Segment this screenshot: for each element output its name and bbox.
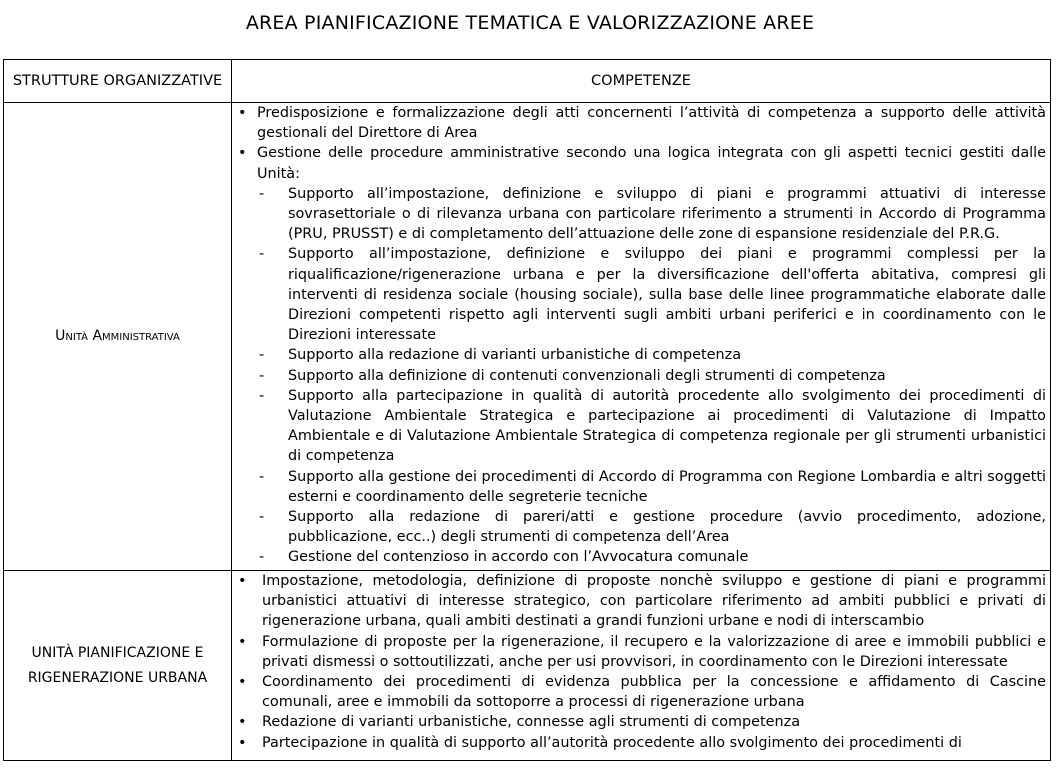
sub-competence-item: - Supporto alla redazione di varianti urbanistiche di competenza: [257, 345, 1046, 365]
sub-competence-item: - Supporto alla gestione dei procedimenti di Accordo di Programma con Regione Lombardia e altri soggetti esterni e coordinamento delle segreterie tecniche: [257, 467, 1046, 507]
competence-list: [236, 571, 1046, 753]
competence-item: • Partecipazione in qualità di supporto all’autorità procedente allo svolgimento dei procedimenti di: [236, 733, 1046, 753]
header-strutture: STRUTTURE ORGANIZZATIVE: [4, 60, 232, 103]
competences-cell: [232, 571, 1051, 761]
competence-item: • Predisposizione e formalizzazione degli atti concernenti l’attività di competenza a supporto delle attività gestionali del Direttore di Area: [236, 103, 1046, 143]
sub-competence-item: - Supporto alla definizione di contenuti convenzionali degli strumenti di competenza: [257, 366, 1046, 386]
table-header-row: [4, 60, 1051, 103]
unit-name-text: UNITÀ PIANIFICAZIONE E RIGENERAZIONE URBANA: [27, 644, 208, 686]
sub-competence-item: - Supporto alla partecipazione in qualità di autorità procedente allo svolgimento dei procedimenti di Valutazione Ambientale Strategica e partecipazione ai procedimenti di Valutazione di Impatto Ambientale e di Valutazione Ambientale Strategica di competenza regionale per gli strumenti urbanistici di competenza: [257, 386, 1046, 467]
competence-item: • Gestione delle procedure amministrative secondo una logica integrata con gli aspetti tecnici gestiti dalle Unità: - Supporto all’impostazione, definizione e sviluppo di piani e programmi attuativi di interesse sovrasettoriale o di rilevanza urbana con particolare riferimento a strumenti in Accordo di Programma (PRU, PRUSST) e di completamento dell’attuazione delle zone di espansione residenziale del P.R.G. - Supporto all’impostazione, definizione e sviluppo dei piani e programmi complessi per la riqualificazione/rigenerazione urbana e per la diversificazione dell'offerta abitativa, compresi gli interventi di residenza sociale (housing sociale), sulla base delle linee programmatiche elaborate dalle Direzioni competenti rispetto agli interventi sugli ambiti urbani periferici e in coordinamento con le Direzioni interessate - Supporto alla redazione di varianti urbanistiche di competenza - Supporto alla definizione di contenuti convenzionali degli strumenti di competenza - Supporto alla partecipazione in qualità di autorità procedente allo svolgimento dei procedimenti di Valutazione Ambientale Strategica e partecipazione ai procedimenti di Valutazione di Impatto Ambientale e di Valutazione Ambientale Strategica di competenza regionale per gli strumenti urbanistici di competenza - Supporto alla gestione dei procedimenti di Accordo di Programma con Regione Lombardia e altri soggetti esterni e coordinamento delle segreterie tecniche - Supporto alla redazione di pareri/atti e gestione procedure (avvio procedimento, adozione, pubblicazione, ecc..) degli strumenti di competenza dell’Area - Gestione del contenzioso in accordo con l’Avvocatura comunale: [236, 143, 1046, 567]
sub-competence-list: [257, 184, 1046, 568]
unit-name-text: Unità Amministrativa: [55, 328, 180, 344]
unit-name-amministrativa: [4, 103, 232, 571]
sub-competence-item: - Supporto all’impostazione, definizione e sviluppo di piani e programmi attuativi di interesse sovrasettoriale o di rilevanza urbana con particolare riferimento a strumenti in Accordo di Programma (PRU, PRUSST) e di completamento dell’attuazione delle zone di espansione residenziale del P.R.G.: [257, 184, 1046, 245]
competence-item: • Impostazione, metodologia, definizione di proposte nonchè sviluppo e gestione di piani e programmi urbanistici attuativi di interesse strategico, con particolare riferimento ad ambiti pubblici e privati di rigenerazione urbana, quali ambiti destinati a grandi funzioni urbane e nodi di interscambio: [236, 571, 1046, 632]
competence-item: • Formulazione di proposte per la rigenerazione, il recupero e la valorizzazione di aree e immobili pubblici e privati dismessi o sottoutilizzati, anche per usi provvisori, in coordinamento con le Direzioni interessate: [236, 632, 1046, 672]
header-competenze: COMPETENZE: [232, 60, 1051, 103]
sub-competence-item: - Supporto alla redazione di pareri/atti e gestione procedure (avvio procedimento, adozione, pubblicazione, ecc..) degli strumenti di competenza dell’Area: [257, 507, 1046, 547]
sub-competence-item: - Gestione del contenzioso in accordo con l’Avvocatura comunale: [257, 547, 1046, 567]
competences-cell: [232, 103, 1051, 571]
competence-item: • Redazione di varianti urbanistiche, connesse agli strumenti di competenza: [236, 712, 1046, 732]
page-title: AREA PIANIFICAZIONE TEMATICA E VALORIZZAZIONE AREE: [245, 12, 815, 34]
table-row: [4, 571, 1051, 761]
competence-list: [236, 103, 1046, 568]
unit-name-pianificazione: [4, 571, 232, 761]
sub-competence-item: - Supporto all’impostazione, definizione e sviluppo dei piani e programmi complessi per la riqualificazione/rigenerazione urbana e per la diversificazione dell'offerta abitativa, compresi gli interventi di residenza sociale (housing sociale), sulla base delle linee programmatiche elaborate dalle Direzioni competenti rispetto agli interventi sugli ambiti urbani periferici e in coordinamento con le Direzioni interessate: [257, 244, 1046, 345]
table-row: [4, 103, 1051, 571]
competence-item: • Coordinamento dei procedimenti di evidenza pubblica per la concessione e affidamento di Cascine comunali, aree e immobili da sottoporre a processi di rigenerazione urbana: [236, 672, 1046, 712]
competences-table: [3, 59, 1051, 761]
